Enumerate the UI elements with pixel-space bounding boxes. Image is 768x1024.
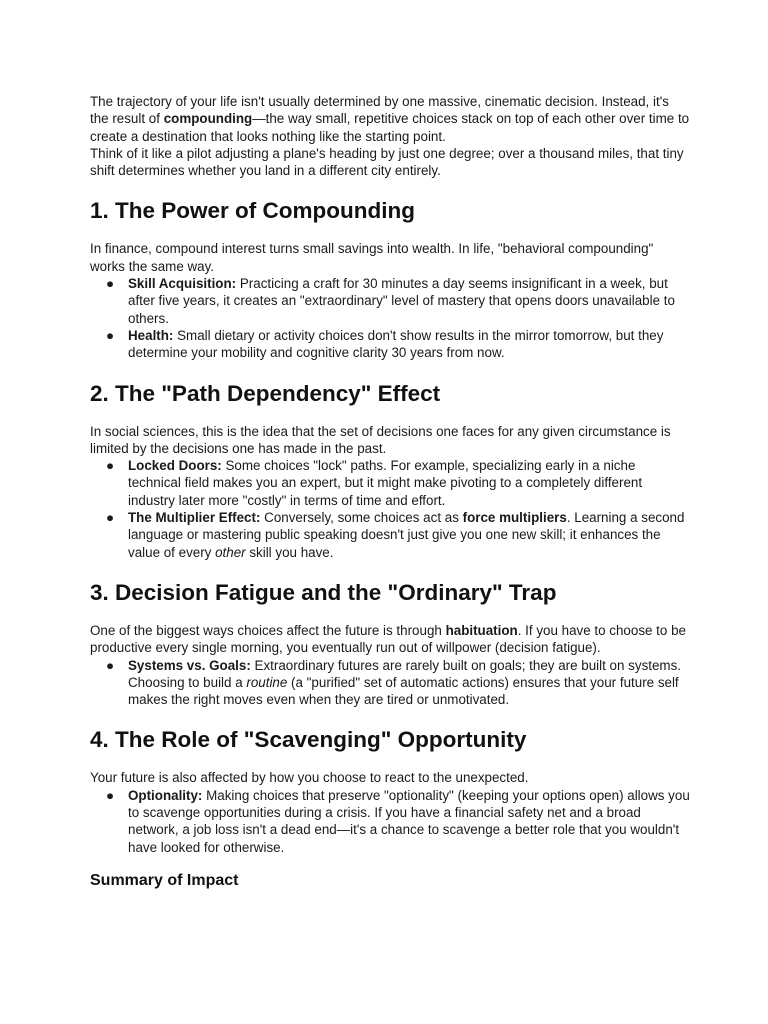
item-text: Extraordinary futures are rarely built on goals; they are built on systems. Choosing to build a: [128, 657, 681, 690]
item-text: Some choices "lock" paths. For example, specializing early in a niche technical field makes you an expert, but it might make pivoting to a completely different industry later more "costly" in terms of time and effort.: [128, 458, 643, 508]
section-paragraph: In finance, compound interest turns small savings into wealth. In life, "behavioral compounding" works the same way.: [90, 241, 654, 274]
summary-heading: Summary of Impact: [90, 871, 239, 889]
item-text: Conversely, some choices act as: [260, 510, 463, 526]
bullet-icon: ●: [106, 510, 115, 526]
bullet-list: [90, 457, 690, 561]
item-label: Optionality:: [128, 787, 203, 803]
bold-term: compounding: [163, 111, 253, 127]
item-label: Systems vs. Goals:: [128, 657, 251, 673]
section-heading: 1. The Power of Compounding: [90, 198, 415, 224]
bold-term: habituation: [445, 622, 518, 638]
bullet-list: [90, 787, 690, 856]
text-run: . If you have to choose to be productive every single morning, you eventually run out of willpower (decision fatigue).: [90, 622, 686, 656]
italic-term: routine: [246, 674, 288, 690]
text-run: —the way small, repetitive choices stack on top of each other over time to create a destination that looks nothing like the starting point.: [90, 111, 690, 144]
section-path-dependency: [90, 380, 690, 561]
bullet-list: [90, 657, 690, 709]
section-paragraph: Your future is also affected by how you choose to react to the unexpected.: [90, 770, 529, 786]
section-scavenging: [90, 726, 690, 855]
list-item: [90, 787, 690, 856]
list-item: [90, 657, 690, 709]
item-label: Health:: [128, 327, 174, 343]
item-text: Practicing a craft for 30 minutes a day seems insignificant in a week, but after five years, it creates an "extraordinary" level of mastery that opens doors unavailable to others.: [128, 276, 675, 326]
item-text: skill you have.: [245, 544, 334, 560]
italic-term: other: [215, 544, 246, 560]
text-run: The trajectory of your life isn't usually determined by one massive, cinematic decision. Instead, it's the result of: [90, 94, 669, 127]
intro-paragraph-1: [90, 93, 690, 145]
list-item: [90, 327, 690, 362]
intro-section: [90, 93, 690, 179]
list-item: [90, 457, 690, 509]
document-body: [90, 93, 690, 891]
bullet-icon: ●: [106, 657, 115, 673]
bullet-list: [90, 275, 690, 361]
item-label: The Multiplier Effect:: [128, 510, 261, 526]
section-heading: 2. The "Path Dependency" Effect: [90, 380, 441, 406]
section-compounding: [90, 197, 690, 361]
item-text: (a "purified" set of automatic actions) ensures that your future self makes the right moves even when they are tired or unmotivated.: [128, 674, 679, 708]
list-item: [90, 275, 690, 327]
text-run: One of the biggest ways choices affect the future is through: [90, 622, 446, 638]
section-decision-fatigue: [90, 579, 690, 708]
item-text: Small dietary or activity choices don't show results in the mirror tomorrow, but they determine your mobility and cognitive clarity 30 years from now.: [128, 327, 664, 361]
section-paragraph: In social sciences, this is the idea that the set of decisions one faces for any given circumstance is limited by the decisions one has made in the past.: [90, 423, 671, 456]
item-label: Locked Doors:: [128, 458, 222, 474]
item-label: Skill Acquisition:: [128, 276, 237, 292]
section-heading: 3. Decision Fatigue and the "Ordinary" Trap: [90, 579, 557, 605]
section-paragraph: [90, 622, 690, 657]
intro-paragraph-2: Think of it like a pilot adjusting a plane's heading by just one degree; over a thousand miles, that tiny shift determines whether you land in a different city entirely.: [90, 145, 684, 179]
bullet-icon: ●: [106, 458, 115, 474]
item-text: Making choices that preserve "optionality" (keeping your options open) allows you to scavenge opportunities during a crisis. If you have a financial safety net and a broad network, a job loss isn't a dead end—it's a chance to scavenge a better role that you wouldn't have looked for otherwise.: [128, 787, 690, 855]
bullet-icon: ●: [106, 327, 115, 343]
item-text: . Learning a second language or mastering public speaking doesn't just give you one new skill; it enhances the value of every: [128, 510, 685, 560]
list-item: [90, 509, 690, 561]
bullet-icon: ●: [106, 276, 115, 292]
bold-term: force multipliers: [462, 510, 567, 526]
section-heading: 4. The Role of "Scavenging" Opportunity: [90, 727, 527, 753]
bullet-icon: ●: [106, 787, 115, 803]
